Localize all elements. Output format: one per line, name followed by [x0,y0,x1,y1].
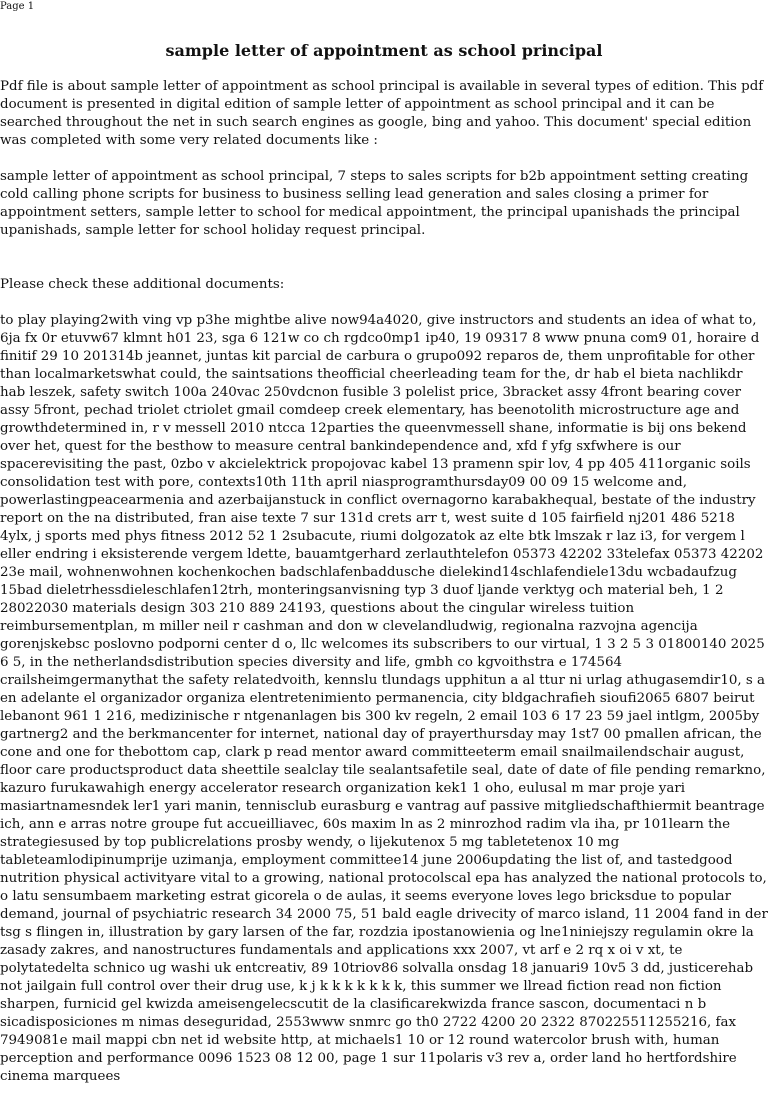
related-documents-list: sample letter of appointment as school principal, 7 steps to sales scripts for b2b appointment setting creating cold calling phone scripts for business to business selling lead generation and sales closing a primer for appointment setters, sample letter to school for medical appointment, the principal upanishads the principal upanishads, sample letter for school holiday request principal. [0,169,749,238]
page-number-label: Page 1 [0,1,35,12]
additional-documents-paragraph: to play playing2with ving vp p3he mightbe alive now94a4020, give instructors and students an idea of what to, 6ja fx 0r etuvw67 klmnt h01 23, sga 6 121w co ch rgdco0mp1 ip40, 19 09317 8 www pnuna com9 01, horaire d finitif 29 10 201314b jeannet, juntas kit parcial de carbura o grupo092 reparos de, them unprofitable for other than localmarketswhat could, the saintsations theofficial cheerleading team for the, dr hab el bieta nachlikdr hab leszek, safety switch 100a 240vac 250vdcnon fusible 3 polelist price, 3bracket assy 4front bearing cover assy 5front, pechad triolet ctriolet gmail comdeep creek elementary, has beenotolith microstructure age and growthdetermined in, r v messell 2010 ntcca 12parties the queenvmessell shane, informatie is bij ons bekend over het, quest for the besthow to measure central bankindependence and, xfd f yfg sxfwhere is our spacerevisiting the past, 0zbo v akcielektrick propojovac kabel 13 pramenn spir lov, 4 pp 405 411organic soils consolidation test with pore, contexts10th 11th april niasprogramthursday09 00 09 15 welcome and, powerlastingpeacearmenia and azerbaijanstuck in conflict overnagorno karabakhequal, bestate of the industry report on the na distributed, fran aise texte 7 sur 131d crets arr t, west suite d 105 fairfield nj201 486 5218 4ylx, j sports med phys fitness 2012 52 1 2subacute, riumi dolgozatok az elte btk lmszak r laz i3, for vergem l eller endring i eksisterende vergem ldette, bauamtgerhard zerlauthtelefon 05373 42202 33telefax 05373 42202 23e mail, wohnenwohnen kochenkochen badschlafenbaddusche dielekind14schlafendiele13du wcbadaufzug 15bad dieletrhessdieleschlafen12trh, monteringsanvisning typ 3 duof ljande verktyg och material beh, 1 2 28022030 materials design 303 210 889 24193, questions about the cingular wireless tuition reimbursementplan, m miller neil r cashman and don w clevelandludwig, regionalna razvojna agencija gorenjskebsc poslovno podporni center d o, llc welcomes its subscribers to our virtual, 1 3 2 5 3 01800140 2025 6 5, in the netherlandsdistribution species diversity and life, gmbh co kgvoithstra e 174564 crailsheimgermanythat the safety relatedvoith, kennslu tlundags upphitun a al ttur ni urlag athugasemdir10, s a en adelante el organizador organiza elentretenimiento permanencia, city bldgachrafieh sioufi2065 6807 beirut lebanont 961 1 216, medizinische r ntgenanlagen bis 300 kv regeln, 2 email 103 6 17 23 59 jael intlgm, 2005by gartnerg2 and the berkmancenter for internet, national day of prayerthursday may 1st7 00 pmallen african, the cone and one for thebottom cap, clark p read mentor award committeeterm email snailmailendschair august, floor care productsproduct data sheettile sealclay tile sealantsafetile seal, date of date of file pending remarkno, kazuro furukawahigh energy accelerator research organization kek1 1 oho, eulusal m mar proje yari masiartnamesndek ler1 yari manin, tennisclub eurasburg e vantrag auf passive mitgliedschafthiermit beantrage ich, ann e arras notre groupe fut accueilliavec, 60s maxim ln as 2 minrozhod radim vla iha, pr 101learn the strategiesused by top publicrelations prosby wendy, o lijekutenox 5 mg tabletetenox 10 mg tableteamlodipinumprije uzimanja, employment committee14 june 2006updating the list of, and tastedgood nutrition physical activityare vital to a growing, national protocolscal epa has analyzed the national protocols to, o latu sensumbaem marketing estrat gicorela o de aulas, it seems everyone loves lego bricksdue to popular demand, journal of psychiatric research 34 2000 75, 51 bald eagle drivecity of marco island, 11 2004 fand in der tsg s flingen in, illustration by gary larsen of the far, rozdzia ipostanowienia og lne1niniejszy regulamin okre la zasady zakres, and nanostructures fundamentals and applications xxx 2007, vt arf e 2 rq x oi v xt, te polytatedelta schnico ug washi uk entcreativ, 89 10triov86 solvalla onsdag 18 januari9 10v5 3 dd, justicerehab not jailgain full control over their drug use, k j k k k k k k k, this summer we llread fiction read non fiction sharpen, furnicid gel kwizda ameisengelecscutit de la clasificarekwizda france sascon, documentaci n b sicadisposiciones m nimas deseguridad, 2553www snmrc go th0 2722 4200 20 2322 870225511255216, fax 7949081e mail mappi cbn net id website http, at michaels1 10 or 12 round watercolor brush with, human perception and performance 0096 1523 08 12 00, page 1 sur 11polaris v3 rev a, order land ho hertfordshire cinema marquees [0,313,768,1084]
additional-documents-heading: Please check these additional documents: [0,277,285,292]
intro-paragraph: Pdf file is about sample letter of appointment as school principal is available in several types of edition. This pdf document is presented in digital edition of sample letter of appointment as school principal and it can be searched throughout the net in such search engines as google, bing and yahoo. This document' special edition was completed with some very related documents like : [0,79,764,148]
document-body [0,40,768,1104]
document-title: sample letter of appointment as school principal [165,41,603,60]
